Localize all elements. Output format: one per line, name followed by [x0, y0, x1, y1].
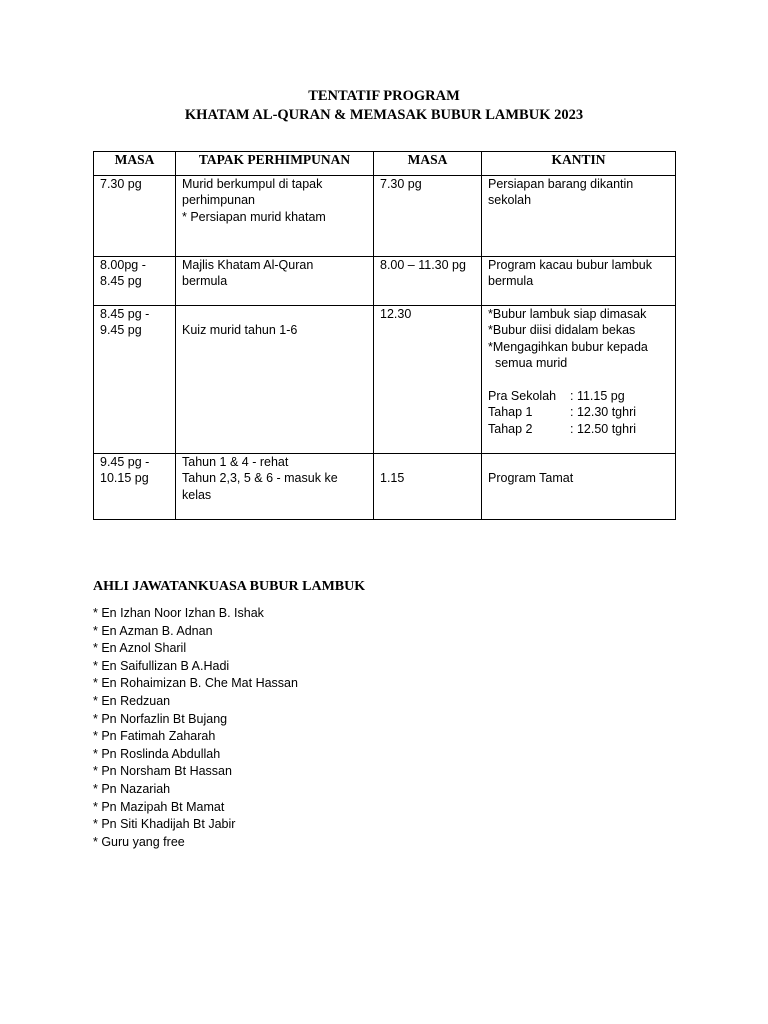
- cell-text: Majlis Khatam Al-Quran: [182, 258, 314, 272]
- serving-time-value: : 11.15 pg: [570, 389, 625, 404]
- cell-text: 9.45 pg -: [100, 455, 150, 469]
- list-item: * Pn Fatimah Zaharah: [93, 729, 216, 744]
- cell-text: 9.45 pg: [100, 323, 142, 338]
- title-line-1: TENTATIF PROGRAM: [308, 88, 460, 104]
- list-item: * Pn Norfazlin Bt Bujang: [93, 711, 228, 726]
- cell-text: sekolah: [488, 193, 532, 208]
- table-row: [94, 454, 676, 520]
- header-masa: MASA: [94, 152, 176, 176]
- cell-tapak: [176, 454, 374, 520]
- cell-spacer: [488, 372, 669, 388]
- list-item: * Pn Roslinda Abdullah: [93, 746, 221, 761]
- serving-time-row: [488, 404, 669, 420]
- cell-text: 8.00 – 11.30 pg: [380, 258, 466, 272]
- header-tapak-perhimpunan: TAPAK PERHIMPUNAN: [176, 152, 374, 176]
- list-item: * En Aznol Sharil: [93, 641, 187, 656]
- cell-text: 8.45 pg: [100, 274, 142, 289]
- cell-masa-kantin: [374, 257, 482, 306]
- header-kantin: KANTIN: [482, 152, 676, 176]
- cell-kantin: [482, 176, 676, 257]
- committee-list: [93, 605, 693, 851]
- table-row: [94, 306, 676, 454]
- cell-text: perhimpunan: [182, 193, 255, 208]
- list-item: * Pn Nazariah: [93, 781, 171, 796]
- cell-text: Tahun 1 & 4 - rehat: [182, 455, 289, 469]
- cell-text: Persiapan barang dikantin: [488, 177, 634, 191]
- cell-tapak: [176, 257, 374, 306]
- cell-kantin: [482, 257, 676, 306]
- cell-text: * Persiapan murid khatam: [182, 209, 326, 224]
- cell-masa: [94, 454, 176, 520]
- cell-text: bermula: [488, 274, 534, 289]
- table-row: [94, 257, 676, 306]
- cell-text: 1.15: [380, 471, 405, 486]
- cell-masa-kantin: [374, 454, 482, 520]
- cell-text: 8.00pg -: [100, 258, 146, 272]
- schedule-table: [93, 151, 676, 520]
- cell-masa: [94, 257, 176, 306]
- list-item: * En Azman B. Adnan: [93, 623, 213, 638]
- cell-text: Murid berkumpul di tapak: [182, 177, 323, 191]
- cell-masa: [94, 306, 176, 454]
- cell-text: Kuiz murid tahun 1-6: [182, 323, 298, 338]
- list-item: * En Rohaimizan B. Che Mat Hassan: [93, 676, 298, 691]
- cell-text: 10.15 pg: [100, 471, 149, 486]
- cell-text: 7.30 pg: [100, 177, 142, 191]
- cell-spacer: [182, 306, 367, 322]
- cell-tapak: [176, 176, 374, 257]
- list-item: * Pn Siti Khadijah Bt Jabir: [93, 817, 236, 832]
- list-item: * Pn Mazipah Bt Mamat: [93, 799, 225, 814]
- document-title: [0, 87, 768, 125]
- cell-masa-kantin: [374, 176, 482, 257]
- table-row: [94, 176, 676, 257]
- cell-text: Program kacau bubur lambuk: [488, 258, 652, 272]
- list-item: * En Saifullizan B A.Hadi: [93, 658, 230, 673]
- cell-tapak: [176, 306, 374, 454]
- serving-time-row: [488, 388, 669, 404]
- list-item: * En Izhan Noor Izhan B. Ishak: [93, 606, 264, 620]
- serving-time-row: [488, 421, 669, 437]
- cell-text: 12.30: [380, 307, 412, 321]
- list-item: * En Redzuan: [93, 693, 171, 708]
- header-masa-kantin: MASA: [374, 152, 482, 176]
- cell-text: bermula: [182, 274, 228, 289]
- cell-kantin: [482, 454, 676, 520]
- cell-text: kelas: [182, 487, 212, 502]
- serving-time-value: : 12.50 tghri: [570, 421, 637, 436]
- cell-text: *Bubur lambuk siap dimasak: [488, 307, 647, 321]
- cell-text: 8.45 pg -: [100, 307, 150, 321]
- cell-masa-kantin: [374, 306, 482, 454]
- serving-time-label: Tahap 2: [488, 421, 533, 436]
- cell-spacer: [488, 454, 669, 470]
- cell-text: semua murid: [488, 356, 568, 371]
- cell-text: Tahun 2,3, 5 & 6 - masuk ke: [182, 471, 338, 486]
- serving-time-value: : 12.30 tghri: [570, 405, 637, 420]
- cell-text: 7.30 pg: [380, 177, 422, 191]
- cell-spacer: [380, 454, 475, 470]
- list-item: * Pn Norsham Bt Hassan: [93, 764, 232, 779]
- table-header-row: [94, 152, 676, 176]
- committee-section: [93, 578, 693, 851]
- cell-kantin: [482, 306, 676, 454]
- committee-title: AHLI JAWATANKUASA BUBUR LAMBUK: [93, 579, 366, 594]
- serving-time-label: Pra Sekolah: [488, 389, 557, 404]
- list-item: * Guru yang free: [93, 834, 185, 849]
- serving-time-label: Tahap 1: [488, 405, 533, 420]
- cell-text: Program Tamat: [488, 471, 574, 486]
- cell-masa: [94, 176, 176, 257]
- cell-text: *Bubur diisi didalam bekas: [488, 323, 636, 338]
- title-line-2: KHATAM AL-QURAN & MEMASAK BUBUR LAMBUK 2023: [184, 107, 584, 123]
- cell-text: *Mengagihkan bubur kepada: [488, 339, 648, 354]
